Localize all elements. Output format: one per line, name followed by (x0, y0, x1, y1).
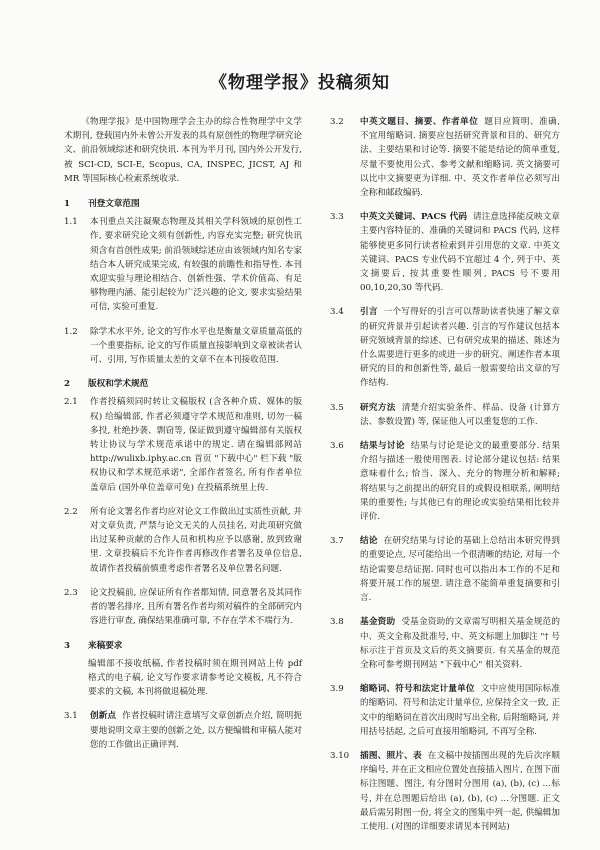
clause (330, 115, 560, 200)
section-title: 版权和学术规范 (88, 379, 149, 390)
clause (64, 325, 302, 368)
clause-body: 受基金资助的文章需写明相关基金规范的中、英文全称及批准号, 中、英文标题上加脚注 "† 号标示注于首页及文后的英文摘要页. 有关基金的规范全称可参考期刊网站 "下载中心" 相关资料. (360, 617, 560, 670)
section-number: 2 (64, 379, 70, 390)
clause-number: 3.6 (330, 441, 344, 452)
clause-body: 清楚介绍实验条件、样品、设备 (计算方法、参数设置) 等, 保证他人可以重复您的工作. (360, 402, 560, 427)
clause-text (360, 115, 560, 200)
clause-keyword: 中英文关键词、PACS 代码 (360, 212, 468, 223)
clause-text: 除学术水平外, 论文的写作水平也是衡量文章质量高低的一个重要指标, 论文的写作质量直接影响到文章被读者认可、引用, 写作质量太差的文章不在本刊接收范围. (90, 326, 302, 366)
section-heading (64, 377, 302, 391)
clause-number: 3.7 (330, 536, 344, 547)
clause-number: 3.5 (330, 402, 344, 413)
clause-body: 在研究结果与讨论的基础上总结出本研究得到的重要论点, 尽可能给出一个很清晰的结论, 对每一个结论需要总结证据. 同时也可以指出本工作的不足和将要开展工作的展望. 请注意不能简单重复摘要和引言. (360, 536, 560, 604)
clause-text (360, 682, 560, 739)
clause-keyword: 结果与讨论 (360, 441, 405, 452)
intro-paragraph: 《物理学报》是中国物理学会主办的综合性物理学中文学术期刊, 登载国内外未曾公开发表的具有原创性的物理学研究论文、前沿领域综述和研究快讯. 本刊为半月刊, 国内外公开发行, 被 SCI-CD, SCI-E, Scopus, CA, INSPEC, JICST, AJ 和 MR 等国际核心检索系统收录. (64, 117, 302, 184)
clause (330, 401, 560, 429)
clause-body: 文中应使用国际标准的缩略词、符号和法定计量单位, 应保持全文一致, 正文中的缩略词在首次出现时写出全称, 后附缩略词, 并用括号括起, 之后可直接用缩略词, 不再写全称. (360, 684, 560, 737)
clause-text: 论文投稿前, 应保证所有作者都知情, 同意署名及其同作者的署名排序, 且所有署名作者均须对稿件的全部研究内容进行审查, 确保结果准确可靠, 不存在学术不端行为. (90, 587, 302, 627)
clause-body: 一个写得好的引言可以帮助读者快速了解文章的研究背景并引起读者兴趣. 引言的写作建议包括本研究领域背景的综述、已有研究成果的描述、陈述为什么需要进行更多的或进一步的研究、阐述作者本项研究的目的和创新性等, 最后一般需要给出文章的写作结构. (360, 307, 560, 389)
clause-text (360, 305, 560, 390)
clause (330, 305, 560, 390)
clause-keyword: 研究方法 (360, 402, 396, 413)
clause-keyword: 中英文题目、摘要、作者单位 (360, 117, 479, 127)
clause-number: 2.3 (64, 587, 78, 598)
clause (330, 682, 560, 739)
clause (64, 395, 302, 494)
clause-text (360, 615, 560, 672)
clause-number: 3.1 (64, 711, 78, 722)
clause-text (360, 534, 560, 605)
clause-number: 2.2 (64, 506, 78, 517)
clause-number: 3.3 (330, 212, 344, 223)
clause-text (90, 709, 302, 752)
clause-text: 作者投稿须同时转让文稿版权 (含各种介质、媒体的版权) 给编辑部, 作者必须遵守学术规范和准则, 切勿一稿多投, 杜绝抄袭、剽窃等, 保证做到遵守编辑部有关版权转让协议与学术规范承诺中的规定. 请在编辑部网站 http://wulixb.iphy.ac.cn 首页 "下载中心" 栏下载 "版权协议和学术规范承诺", 全部作者签名, 所有作者单位盖章后 (国外单位盖章可免) 在投稿系统里上传. (90, 397, 302, 493)
clause-keyword: 插图、照片、表 (360, 750, 422, 761)
clause (64, 505, 302, 576)
clause-keyword: 缩略词、符号和法定计量单位 (360, 684, 475, 695)
section-body: 编辑部不接收纸稿, 作者投稿时须在期刊网站上传 pdf 格式的电子稿, 论文写作要求请参考论文模板, 凡不符合要求的文稿, 本刊将做退稿处理. (88, 658, 302, 698)
clause (64, 586, 302, 629)
clause-number: 3.8 (330, 617, 344, 628)
clause (330, 439, 560, 524)
right-column (330, 115, 560, 844)
clause (330, 749, 560, 834)
clause-body: 题目应简明、准确, 不宜用缩略词. 摘要应包括研究背景和目的、研究方法、主要结果和讨论等. 摘要不能是结论的简单重复, 尽量不要使用公式、参考文献和缩略词. 英文摘要可以比中文摘要更为详细. 中、英文作者单位必须写出全称和邮政编码. (360, 117, 560, 199)
clause-text (360, 439, 560, 524)
clause-keyword: 结论 (360, 536, 378, 547)
clause-number: 2.1 (64, 397, 78, 408)
clause (64, 709, 302, 752)
clause (64, 215, 302, 314)
section-heading (64, 639, 302, 653)
clause-body: 结果与讨论是论文的最重要部分. 结果介绍与描述一般使用图表. 讨论部分建议包括: 结果意味着什么; 恰当、深入、充分的物理分析和解释; 将结果与之前提出的研究目的或假设相联系, 阐明结果的重要性; 与其他已有的理论或实验结果相比较并评价. (360, 441, 560, 523)
clause-body: 在文稿中按插图出现的先后次序顺序编号, 并在正文相应位置处直接插入图片, 在图下面标注图题、图注, 有分图时分图用 (a), (b), (c) …标号, 并在总图题后给出 (a), (b), (c) …分图题. 正文最后需另附图一份, 将全文的图集中列一起, 供编辑加工使用. (对图的详细要求请见本刊网站) (360, 750, 560, 832)
clause-number: 1.2 (64, 326, 78, 337)
clause-body: 请注意选择能反映文章主要内容特征的、准确的关键词和 PACS 代码, 这样能够使更多同行读者检索到并引用您的文章. 中英文关键词、PACS 专业代码不宜超过 4 个, 列于中、英文摘要后, 按其重要性顺列, PACS 号不要用 00,10,20,30 等代码. (360, 212, 560, 294)
clause-number: 1.1 (64, 217, 78, 228)
clause (330, 615, 560, 672)
clause-number: 3.10 (330, 750, 350, 761)
clause-text: 所有论文署名作者均应对论文工作做出过实质性贡献, 并对文章负责, 严禁与论文无关的人员挂名, 对此项研究做出过某种贡献的合作人员和机构应予以感谢, 放到致谢里. 文章投稿后不允许作者再修改作者署名及单位信息, 故请作者投稿前慎重考虑作者署名及单位署名问题. (90, 506, 302, 574)
clause-keyword: 创新点 (90, 711, 117, 722)
section-heading (64, 197, 302, 211)
clause-text (360, 401, 560, 429)
section-title: 来稿要求 (88, 640, 123, 651)
clause (330, 210, 560, 295)
clause-body: 作者投稿时请注意填写文章创新点介绍, 简明扼要地说明文章主要的创新之处, 以方便编辑和审稿人能对您的工作做出正确评判. (90, 711, 302, 750)
clause-number: 3.4 (330, 307, 344, 318)
clause-keyword: 引言 (360, 307, 378, 318)
clause (330, 534, 560, 605)
page-title: 《物理学报》投稿须知 (210, 73, 390, 93)
clause-number: 3.9 (330, 684, 344, 695)
clause-text: 本刊重点关注凝聚态物理及其相关学科领域的原创性工作, 要求研究论文须有创新性, 内容充实完整; 研究快讯须含有首创性成果; 前沿领域综述应由该领域内知名专家结合本人研究成果完成, 有较强的前瞻性和指导性. 本刊欢迎实验与理论相结合、创新性强、学术价值高、有足够物理内涵、能引起较为广泛兴趣的论文, 要求实验结果可信, 实验可重复. (90, 217, 302, 313)
left-column (64, 115, 302, 762)
section-title: 刊登文章范围 (88, 199, 140, 210)
clause-text (360, 749, 560, 834)
section-number: 1 (64, 199, 70, 210)
clause-text (360, 210, 560, 295)
section-number: 3 (64, 640, 70, 651)
clause-number: 3.2 (330, 117, 344, 127)
clause-keyword: 基金资助 (360, 617, 396, 628)
